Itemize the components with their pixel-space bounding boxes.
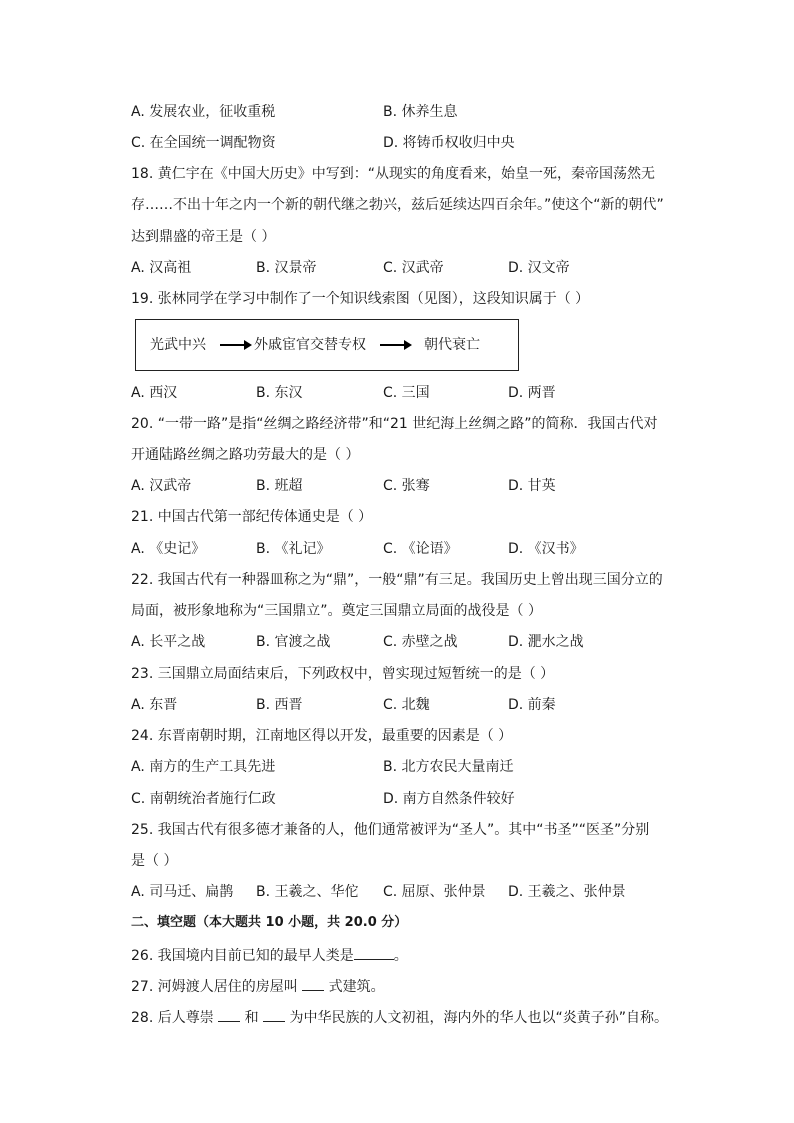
q17-option-d: D. 将铸币权收归中央 bbox=[383, 135, 515, 151]
q24-option-c: C. 南朝统治者施行仁政 bbox=[131, 791, 276, 807]
q27-answer-blank[interactable] bbox=[302, 976, 324, 991]
diagram-node-1: 光武中兴 bbox=[150, 337, 206, 353]
q24-option-a: A. 南方的生产工具先进 bbox=[131, 759, 276, 775]
q20-option-d: D. 甘英 bbox=[508, 478, 556, 494]
q18-stem-line2: 存……不出十年之内一个新的朝代继之勃兴，兹后延续达四百余年。”使这个“新的朝代” bbox=[131, 197, 664, 213]
q22-option-b: B. 官渡之战 bbox=[256, 634, 331, 650]
q28-stem bbox=[131, 1007, 668, 1028]
diagram-node-2: 外戚宦官交替专权 bbox=[254, 337, 366, 353]
q22-stem-line1: 22. 我国古代有一种器皿称之为“鼎”，一般“鼎”有三足。我国历史上曾出现三国分立的 bbox=[131, 572, 663, 588]
q18-stem-line1: 18. 黄仁宇在《中国大历史》中写到：“从现实的角度看来，始皇一死，秦帝国荡然无 bbox=[131, 166, 655, 182]
q26-stem bbox=[131, 945, 408, 966]
q28-text-mid: 和 bbox=[240, 1010, 264, 1026]
knowledge-flow-diagram bbox=[135, 319, 519, 371]
diagram-node-3: 朝代衰亡 bbox=[424, 337, 480, 353]
q20-stem-line1: 20. “一带一路”是指“丝绸之路经济带”和“21 世纪海上丝绸之路”的简称．我国古代对 bbox=[131, 416, 658, 432]
q24-option-d: D. 南方自然条件较好 bbox=[383, 791, 515, 807]
q28-text-after: 为中华民族的人文初祖，海内外的华人也以“炎黄子孙”自称。 bbox=[285, 1010, 669, 1026]
q23-stem-line1: 23. 三国鼎立局面结束后，下列政权中，曾实现过短暂统一的是（ ） bbox=[131, 666, 555, 682]
q19-option-d: D. 两晋 bbox=[508, 385, 556, 401]
q22-option-c: C. 赤壁之战 bbox=[383, 634, 458, 650]
q21-stem-line1: 21. 中国古代第一部纪传体通史是（ ） bbox=[131, 509, 373, 525]
q18-option-a: A. 汉高祖 bbox=[131, 260, 192, 276]
q19-option-a: A. 西汉 bbox=[131, 385, 178, 401]
q25-stem-line2: 是（ ） bbox=[131, 853, 178, 869]
q23-option-d: D. 前秦 bbox=[508, 697, 556, 713]
arrow-right-icon bbox=[220, 344, 250, 346]
q22-option-a: A. 长平之战 bbox=[131, 634, 206, 650]
q20-option-c: C. 张骞 bbox=[383, 478, 430, 494]
section-heading: 二、填空题（本大题共 10 小题，共 20.0 分） bbox=[131, 915, 408, 930]
q18-option-b: B. 汉景帝 bbox=[256, 260, 317, 276]
q20-stem-line2: 开通陆路丝绸之路功劳最大的是（ ） bbox=[131, 447, 360, 463]
q27-stem bbox=[131, 976, 385, 997]
q27-text-before: 27. 河姆渡人居住的房屋叫 bbox=[131, 979, 303, 995]
q28-text-before: 28. 后人尊崇 bbox=[131, 1010, 219, 1026]
q19-option-c: C. 三国 bbox=[383, 385, 430, 401]
q18-option-c: C. 汉武帝 bbox=[383, 260, 444, 276]
q22-option-d: D. 淝水之战 bbox=[508, 634, 584, 650]
q21-option-d: D. 《汉书》 bbox=[508, 541, 584, 557]
q20-option-a: A. 汉武帝 bbox=[131, 478, 192, 494]
q25-option-c: C. 屈原、张仲景 bbox=[383, 884, 486, 900]
q24-stem-line1: 24. 东晋南朝时期，江南地区得以开发，最重要的因素是（ ） bbox=[131, 728, 513, 744]
q23-option-c: C. 北魏 bbox=[383, 697, 430, 713]
q25-option-a: A. 司马迁、扁鹊 bbox=[131, 884, 234, 900]
q22-stem-line2: 局面，被形象地称为“三国鼎立”。奠定三国鼎立局面的战役是（ ） bbox=[131, 603, 542, 619]
q26-text-before: 26. 我国境内目前已知的最早人类是 bbox=[131, 948, 354, 964]
q27-text-after: 式建筑。 bbox=[324, 979, 385, 995]
q23-option-b: B. 西晋 bbox=[256, 697, 303, 713]
q20-option-b: B. 班超 bbox=[256, 478, 303, 494]
q26-text-after: 。 bbox=[393, 948, 408, 964]
q25-stem-line1: 25. 我国古代有很多德才兼备的人，他们通常被评为“圣人”。其中“书圣”“医圣”分别 bbox=[131, 822, 650, 838]
q19-option-b: B. 东汉 bbox=[256, 385, 303, 401]
q17-option-c: C. 在全国统一调配物资 bbox=[131, 135, 276, 151]
q21-option-b: B. 《礼记》 bbox=[256, 541, 331, 557]
q28-answer-blank-2[interactable] bbox=[263, 1007, 285, 1022]
q17-option-a: A. 发展农业，征收重税 bbox=[131, 104, 276, 120]
q19-stem-line1: 19. 张林同学在学习中制作了一个知识线索图（见图），这段知识属于（ ） bbox=[131, 291, 590, 307]
q28-answer-blank-1[interactable] bbox=[218, 1007, 240, 1022]
q18-option-d: D. 汉文帝 bbox=[508, 260, 570, 276]
q25-option-d: D. 王羲之、张仲景 bbox=[508, 884, 626, 900]
q21-option-a: A. 《史记》 bbox=[131, 541, 206, 557]
q26-answer-blank[interactable] bbox=[354, 945, 394, 960]
q24-option-b: B. 北方农民大量南迁 bbox=[383, 759, 514, 775]
q21-option-c: C. 《论语》 bbox=[383, 541, 458, 557]
q17-option-b: B. 休养生息 bbox=[383, 104, 458, 120]
arrow-right-icon bbox=[380, 344, 410, 346]
q23-option-a: A. 东晋 bbox=[131, 697, 178, 713]
q25-option-b: B. 王羲之、华佗 bbox=[256, 884, 359, 900]
q18-stem-line3: 达到鼎盛的帝王是（ ） bbox=[131, 229, 276, 245]
